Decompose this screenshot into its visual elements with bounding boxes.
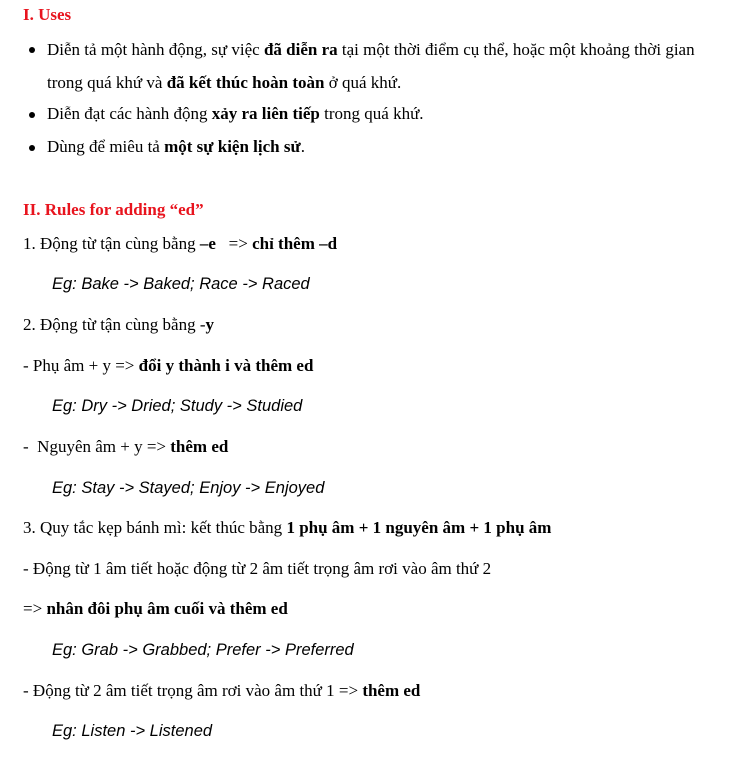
rule-2-title: 2. Động từ tận cùng bằng -y <box>23 315 214 334</box>
section-heading-rules: II. Rules for adding “ed” <box>23 200 204 219</box>
rule-3-sub-1: - Động từ 1 âm tiết hoặc động từ 2 âm tiết trọng âm rơi vào âm thứ 2 <box>23 559 492 578</box>
rule-2-sub-1: - Phụ âm + y => đổi y thành i và thêm ed <box>23 356 314 375</box>
rule-3-example-1: Eg: Grab -> Grabbed; Prefer -> Preferred <box>52 641 354 659</box>
list-item <box>0 130 733 163</box>
rule-3-example-2: Eg: Listen -> Listened <box>52 722 213 740</box>
list-item <box>0 33 733 99</box>
bullet-icon <box>29 112 35 118</box>
bullet-icon <box>29 47 35 53</box>
rule-3-sub-2: - Động từ 2 âm tiết trọng âm rơi vào âm thứ 1 => thêm ed <box>23 681 421 700</box>
bullet-text: Diễn tả một hành động, sự việc đã diễn ra tại một thời điểm cụ thể, hoặc một khoảng thời gian trong quá khứ và đã kết thúc hoàn toàn ở quá khứ. <box>47 40 695 92</box>
rule-3-sub-1b: => nhân đôi phụ âm cuối và thêm ed <box>23 599 288 618</box>
rule-3-title: 3. Quy tắc kẹp bánh mì: kết thúc bằng 1 phụ âm + 1 nguyên âm + 1 phụ âm <box>23 518 552 537</box>
rule-1-title: 1. Động từ tận cùng bằng –e => chỉ thêm –d <box>23 234 338 253</box>
rule-2-example-1: Eg: Dry -> Dried; Study -> Studied <box>52 397 303 415</box>
rule-1-example: Eg: Bake -> Baked; Race -> Raced <box>52 275 310 293</box>
list-item <box>0 97 733 130</box>
bullet-text: Diễn đạt các hành động xảy ra liên tiếp trong quá khứ. <box>47 104 424 123</box>
rule-2-sub-2: - Nguyên âm + y => thêm ed <box>23 437 229 456</box>
section-heading-uses: I. Uses <box>23 5 72 24</box>
bullet-text: Dùng để miêu tả một sự kiện lịch sử. <box>47 137 305 156</box>
bullet-icon <box>29 145 35 151</box>
rule-2-example-2: Eg: Stay -> Stayed; Enjoy -> Enjoyed <box>52 479 325 497</box>
